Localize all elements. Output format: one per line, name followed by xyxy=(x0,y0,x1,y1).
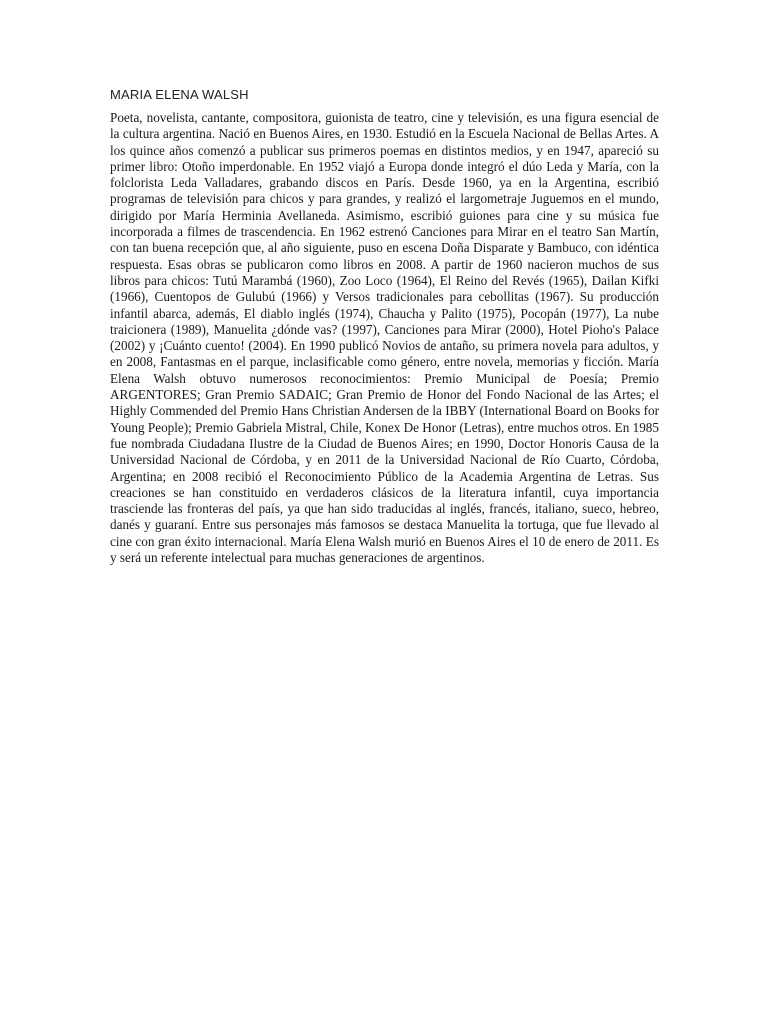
document-title: MARIA ELENA WALSH xyxy=(110,87,249,102)
biography-paragraph: Poeta, novelista, cantante, compositora, guionista de teatro, cine y televisión, es una figura esencial de la cultura argentina. Nació en Buenos Aires, en 1930. Estudió en la Escuela Nacional de Bellas Artes. A los quince años comenzó a publicar sus primeros poemas en distintos medios, y en 1947, apareció su primer libro: Otoño imperdonable. En 1952 viajó a Europa donde integró el dúo Leda y María, con la folclorista Leda Valladares, grabando discos en París. Desde 1960, ya en la Argentina, escribió programas de televisión para chicos y para grandes, y realizó el largometraje Juguemos en el mundo, dirigido por María Herminia Avellaneda. Asimismo, escribió guiones para cine y su música fue incorporada a filmes de trascendencia. En 1962 estrenó Canciones para Mirar en el teatro San Martín, con tan buena recepción que, al año siguiente, puso en escena Doña Disparate y Bambuco, con idéntica respuesta. Esas obras se publicaron como libros en 2008. A partir de 1960 nacieron muchos de sus libros para chicos: Tutú Marambá (1960), Zoo Loco (1964), El Reino del Revés (1965), Dailan Kifki (1966), Cuentopos de Gulubú (1966) y Versos tradicionales para cebollitas (1967). Su producción infantil abarca, además, El diablo inglés (1974), Chaucha y Palito (1975), Pocopán (1977), La nube traicionera (1989), Manuelita ¿dónde vas? (1997), Canciones para Mirar (2000), Hotel Pioho's Palace (2002) y ¡Cuánto cuento! (2004). En 1990 publicó Novios de antaño, su primera novela para adultos, y en 2008, Fantasmas en el parque, inclasificable como género, entre novela, memorias y ficción. María Elena Walsh obtuvo numerosos reconocimientos: Premio Municipal de Poesía; Premio ARGENTORES; Gran Premio SADAIC; Gran Premio de Honor del Fondo Nacional de las Artes; el Highly Commended del Premio Hans Christian Andersen de la IBBY (International Board on Books for Young People); Premio Gabriela Mistral, Chile, Konex De Honor (Letras), entre muchos otros. En 1985 fue nombrada Ciudadana Ilustre de la Ciudad de Buenos Aires; en 1990, Doctor Honoris Causa de la Universidad Nacional de Córdoba, y en 2011 de la Universidad Nacional de Río Cuarto, Córdoba, Argentina; en 2008 recibió el Reconocimiento Público de la Academia Argentina de Letras. Sus creaciones se han constituido en verdaderos clásicos de la literatura infantil, cuya importancia trasciende las fronteras del país, ya que han sido traducidas al inglés, francés, italiano, sueco, hebreo, danés y guaraní. Entre sus personajes más famosos se destaca Manuelita la tortuga, que fue llevado al cine con gran éxito internacional. María Elena Walsh murió en Buenos Aires el 10 de enero de 2011. Es y será un referente intelectual para muchas generaciones de argentinos. xyxy=(110,110,659,566)
